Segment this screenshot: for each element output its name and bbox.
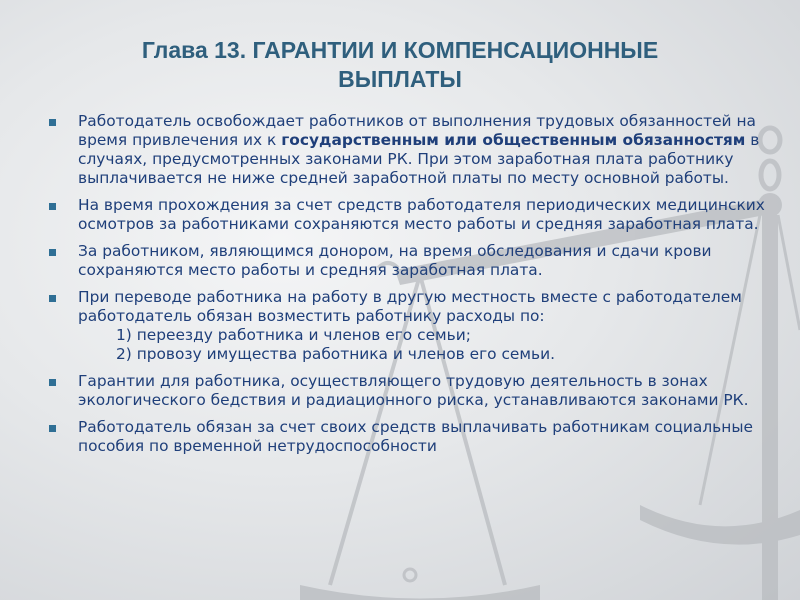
- list-item: [48, 418, 778, 456]
- bullet-4-sub-2: 2) провозу имущества работника и членов его семьи.: [116, 345, 555, 363]
- list-item: [48, 242, 778, 280]
- list-item: [48, 372, 778, 410]
- bullet-square-icon: [49, 425, 56, 432]
- bullet-square-icon: [49, 295, 56, 302]
- bullet-1-text-pre: Работодатель освобождает работников от выполнения трудовых обязанностей на время привлечения их к: [78, 112, 756, 149]
- bullet-2-text: На время прохождения за счет средств работодателя периодических медицинских осмотров за работниками сохраняются место работы и средняя заработная плата.: [78, 196, 765, 233]
- bullet-4-text: При переводе работника на работу в другую местность вместе с работодателем работодатель обязан возместить работнику расходы по:: [78, 288, 742, 325]
- bullet-square-icon: [49, 249, 56, 256]
- bullet-3-text: За работником, являющимся донором, на время обследования и сдачи крови сохраняются место работы и средняя заработная плата.: [78, 242, 712, 279]
- bullet-square-icon: [49, 203, 56, 210]
- bullet-list: [48, 112, 778, 464]
- title-line-1: Глава 13. ГАРАНТИИ И КОМПЕНСАЦИОННЫЕ: [141, 37, 659, 63]
- page-title: [0, 36, 800, 94]
- list-item: [48, 112, 778, 188]
- bullet-6-text: Работодатель обязан за счет своих средств выплачивать работникам социальные пособия по временной нетрудоспособности: [78, 418, 753, 455]
- bullet-square-icon: [49, 379, 56, 386]
- list-item: [48, 196, 778, 234]
- bullet-1-text-bold: государственным или общественным обязанностям: [281, 131, 746, 149]
- title-line-2: ВЫПЛАТЫ: [338, 66, 462, 92]
- list-item: [48, 288, 778, 364]
- bullet-square-icon: [49, 119, 56, 126]
- bullet-1-text-post: в случаях, предусмотренных законами РК. При этом заработная плата работнику выплачивается не ниже средней заработной платы по месту основной работы.: [78, 131, 760, 187]
- bullet-4-sub-1: 1) переезду работника и членов его семьи;: [116, 326, 471, 344]
- bullet-5-text: Гарантии для работника, осуществляющего трудовую деятельность в зонах экологического бедствия и радиационного риска, устанавливаются законами РК.: [78, 372, 749, 409]
